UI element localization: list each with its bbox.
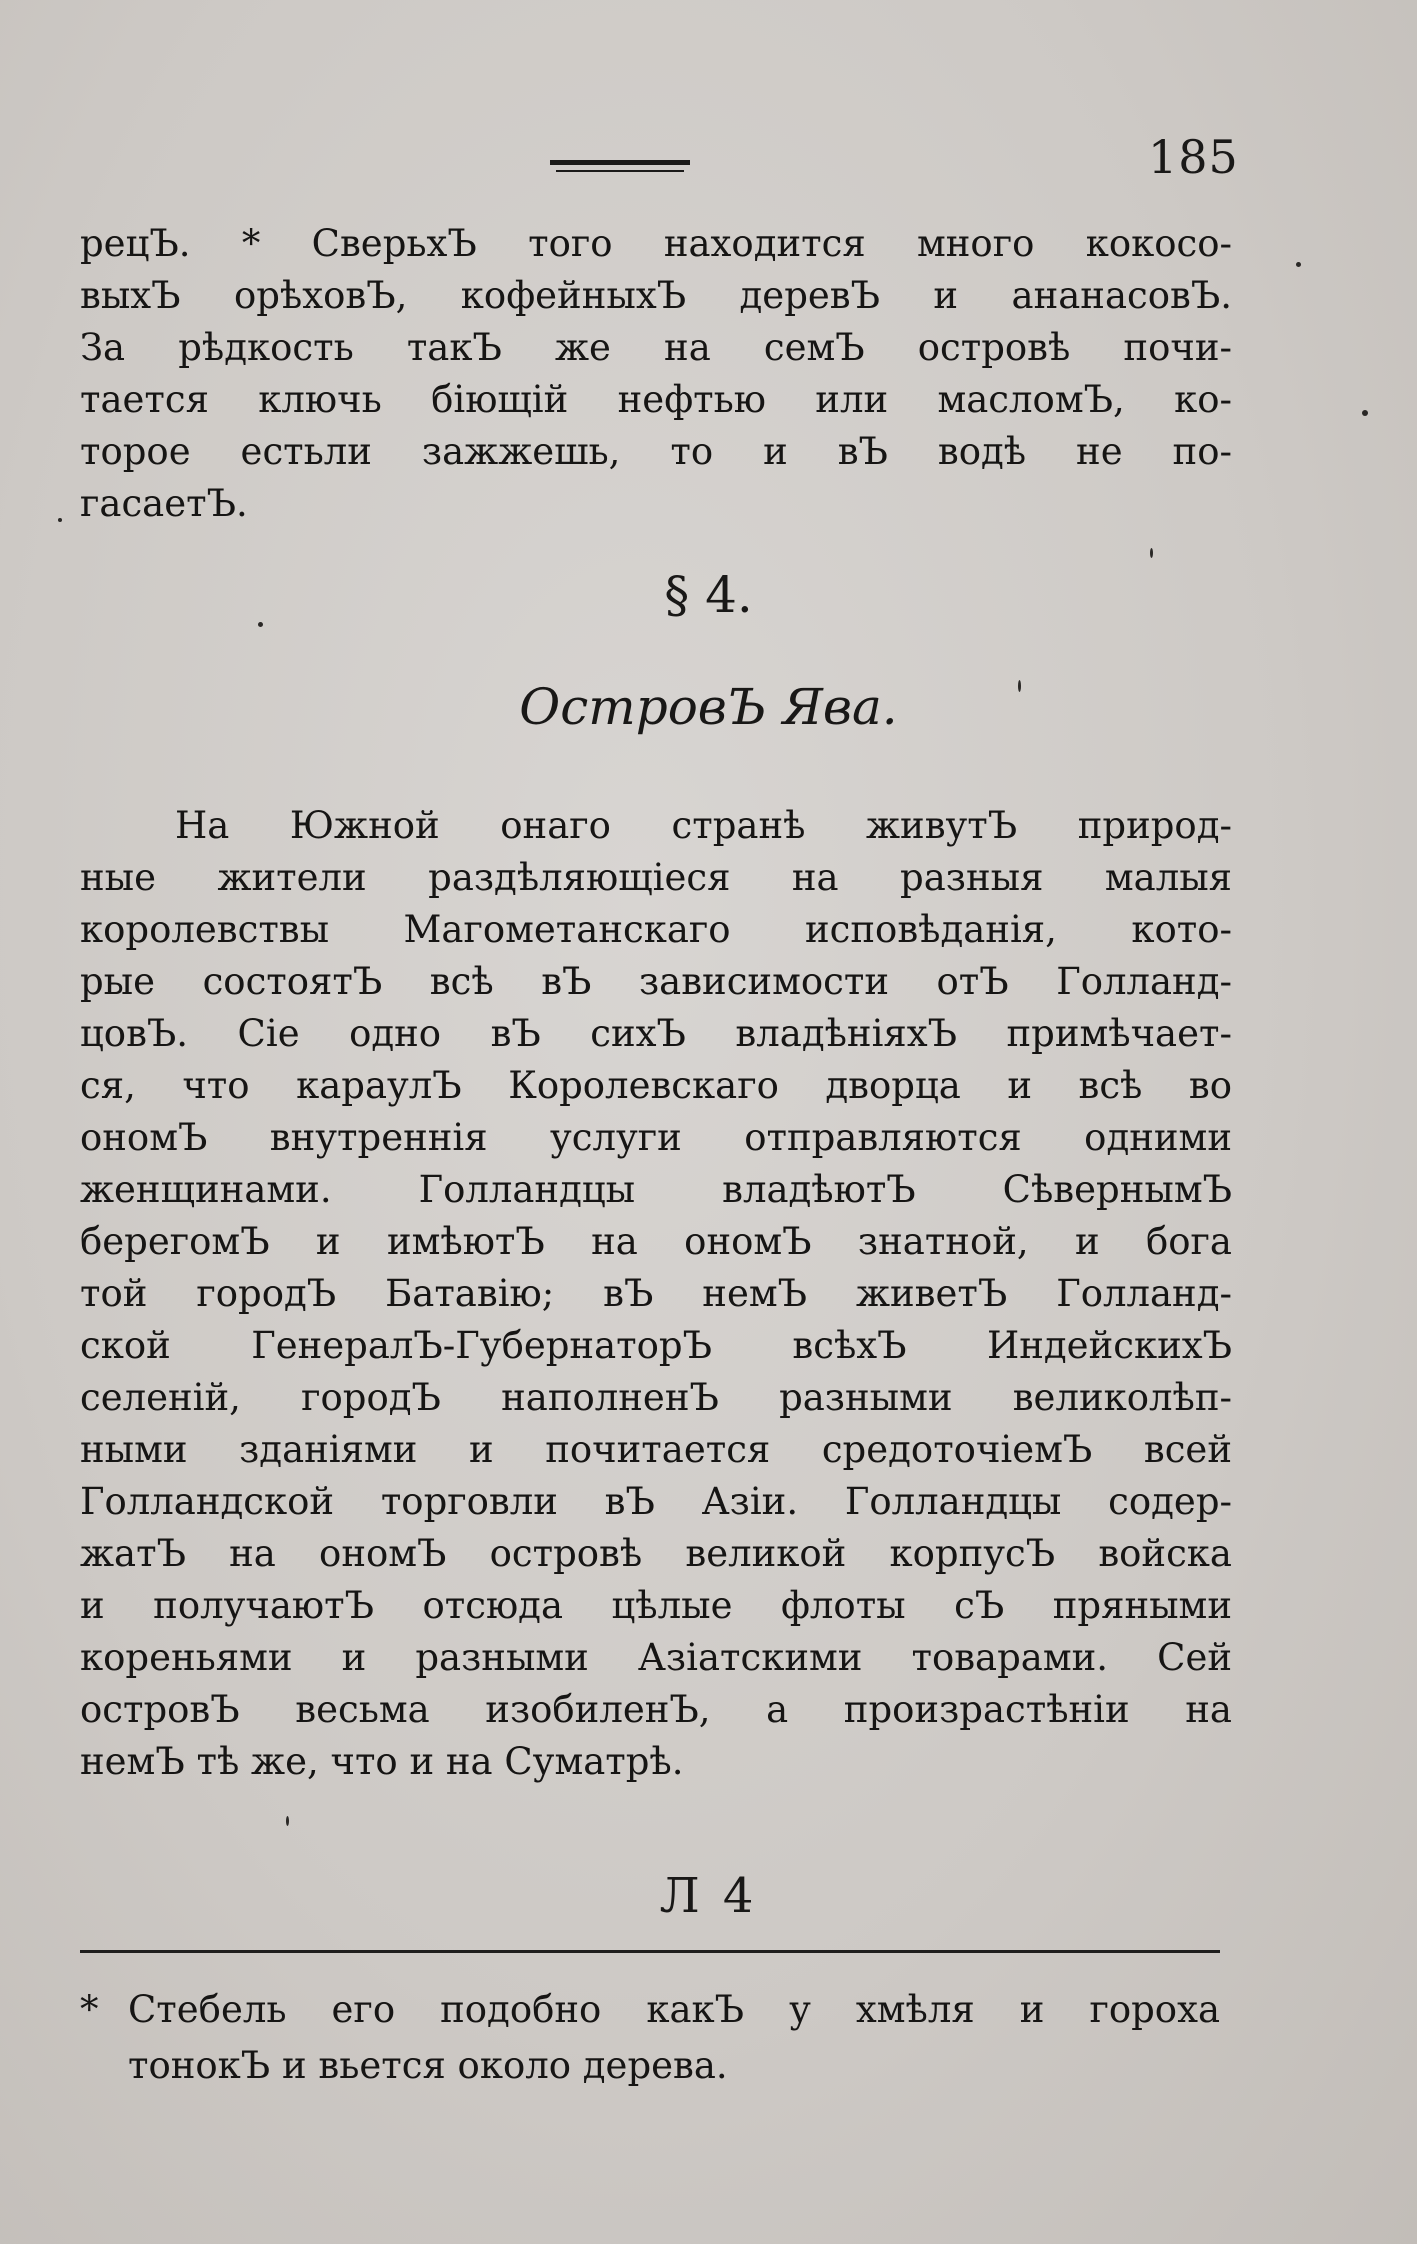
text-line: ономЪ внутреннія услуги отправляются одними	[80, 1116, 1232, 1159]
text-line: королевствы Магометанскаго исповѣданія, кото-	[80, 908, 1232, 951]
text-line: кореньями и разными Азіатскими товарами. Сей	[80, 1636, 1232, 1679]
text-line: цовЪ. Сіе одно вЪ сихЪ владѣніяхЪ примѣчает-	[80, 1012, 1232, 1055]
header-ornament-rule	[550, 160, 690, 174]
text-line: ные жители раздѣляющіеся на разныя малыя	[80, 856, 1232, 899]
footnote	[80, 1982, 1220, 2094]
footnote-line	[80, 1982, 1220, 2038]
paper-speck	[1150, 548, 1153, 558]
text-line: островЪ весьма изобиленЪ, а произрастѣніи на	[80, 1688, 1232, 1731]
text-line: Голландской торговли вЪ Азіи. Голландцы содер-	[80, 1480, 1232, 1523]
text-line: рецЪ. * СверьхЪ того находится много кокосо-	[80, 222, 1232, 265]
paper-speck	[1296, 262, 1301, 267]
paper-speck	[1018, 680, 1021, 692]
text-line: женщинами. Голландцы владѣютЪ СѣвернымЪ	[80, 1168, 1232, 1211]
text-line: На Южной онаго странѣ живутЪ природ-	[175, 804, 1232, 847]
main-paragraph	[80, 800, 1232, 1788]
paper-speck	[1362, 410, 1368, 416]
text-line: ными зданіями и почитается средоточіемЪ всей	[80, 1428, 1232, 1471]
paper-speck	[258, 622, 263, 627]
footnote-marker: *	[80, 1988, 99, 2031]
page-number: 185	[1148, 130, 1239, 184]
printer-signature-mark: Л 4	[659, 1868, 758, 1924]
text-line: рые состоятЪ всѣ вЪ зависимости отЪ Голланд-	[80, 960, 1232, 1003]
footnote-text: Стебель его подобно какЪ у хмѣля и гороха	[128, 1988, 1220, 2031]
top-paragraph	[80, 218, 1232, 530]
text-line: За рѣдкость такЪ же на семЪ островѣ почи-	[80, 326, 1232, 369]
footnote-divider	[80, 1950, 1220, 1953]
paper-speck	[286, 1816, 289, 1826]
section-number: § 4.	[664, 566, 753, 624]
text-line: берегомЪ и имѣютЪ на ономЪ знатной, и бога	[80, 1220, 1232, 1263]
section-title: ОстровЪ Ява.	[519, 678, 898, 736]
paper-speck	[58, 518, 62, 522]
text-line: селеній, городЪ наполненЪ разными великолѣп-	[80, 1376, 1232, 1419]
text-line: гасаетЪ.	[80, 482, 248, 525]
text-line: и получаютЪ отсюда цѣлые флоты сЪ пряными	[80, 1584, 1232, 1627]
text-line: немЪ тѣ же, что и на Суматрѣ.	[80, 1740, 684, 1783]
text-line: ской ГенералЪ-ГубернаторЪ всѣхЪ ИндейскихЪ	[80, 1324, 1232, 1367]
text-line: ся, что карaулЪ Королевскаго дворца и всѣ во	[80, 1064, 1232, 1107]
text-line: той городЪ Батавію; вЪ немЪ живетЪ Голланд-	[80, 1272, 1232, 1315]
text-line: выхЪ орѣховЪ, кофейныхЪ деревЪ и ананасовЪ.	[80, 274, 1232, 317]
text-line: торое естьли зажжешь, то и вЪ водѣ не по-	[80, 430, 1232, 473]
text-line: жатЪ на ономЪ островѣ великой корпусЪ войска	[80, 1532, 1232, 1575]
text-line: тается ключь біющій нефтью или масломЪ, ко-	[80, 378, 1232, 421]
footnote-line: тонокЪ и вьется около дерева.	[128, 2044, 728, 2087]
